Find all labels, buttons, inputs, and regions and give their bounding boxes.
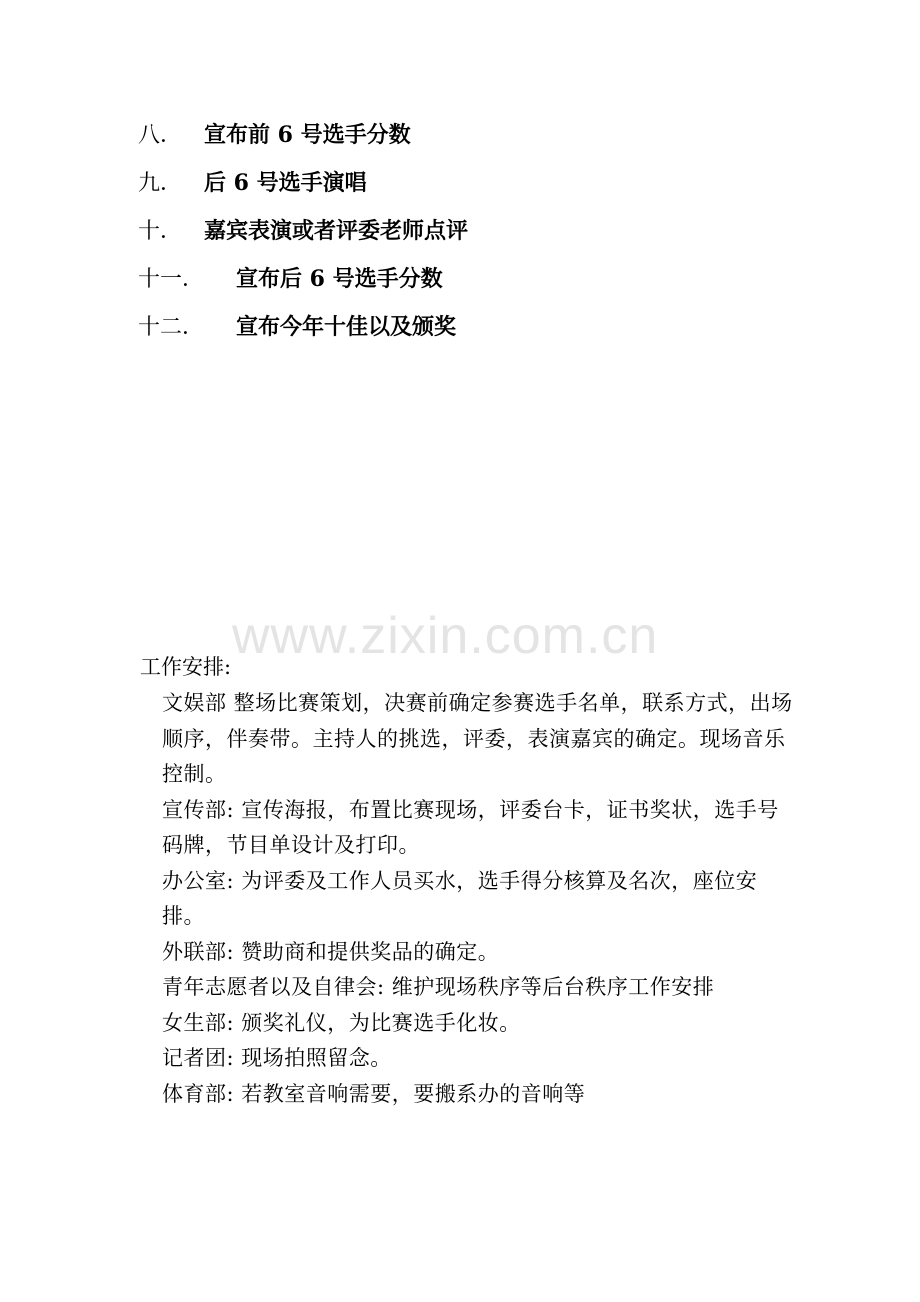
step-number: 十一． xyxy=(138,267,205,292)
program-step xyxy=(138,214,838,262)
program-steps xyxy=(138,118,838,358)
watermark: www.zixin.com.cn xyxy=(232,607,659,665)
program-step xyxy=(138,118,838,166)
work-item: 外联部: 赞助商和提供奖品的确定。 xyxy=(162,939,500,964)
work-item: 青年志愿者以及自律会: 维护现场秩序等后台秩序工作安排 xyxy=(162,975,715,999)
work-item: 女生部: 颁奖礼仪，为比赛选手化妆。 xyxy=(162,1010,521,1035)
step-number: 十． xyxy=(138,219,183,244)
work-arrangement-section xyxy=(140,650,800,1112)
program-step xyxy=(138,262,838,310)
step-text: 宣布今年十佳以及颁奖 xyxy=(236,314,457,340)
work-item: 办公室: 为评委及工作人员买水，选手得分核算及名次，座位安排。 xyxy=(162,868,758,928)
work-item: 宣传部: 宣传海报，布置比赛现场，评委台卡，证书奖状，选手号码牌，节目单设计及打印。 xyxy=(162,797,779,857)
step-number: 十二． xyxy=(138,315,205,340)
work-item: 文娱部 整场比赛策划，决赛前确定参赛选手名单，联系方式，出场顺序，伴奏带。主持人的挑选，评委，表演嘉宾的确定。现场音乐控制。 xyxy=(162,691,793,786)
step-text: 嘉宾表演或者评委老师点评 xyxy=(204,218,469,244)
step-text: 宣布前 6 号选手分数 xyxy=(204,122,411,148)
section-heading: 工作安排: xyxy=(140,655,232,679)
step-text: 宣布后 6 号选手分数 xyxy=(236,266,443,292)
work-item: 体育部: 若教室音响需要，要搬系办的音响等 xyxy=(162,1081,586,1106)
program-step xyxy=(138,310,838,358)
step-number: 八． xyxy=(138,123,183,148)
work-item: 记者团: 现场拍照留念。 xyxy=(162,1046,392,1070)
step-number: 九． xyxy=(138,171,183,196)
program-step xyxy=(138,166,838,214)
step-text: 后 6 号选手演唱 xyxy=(204,170,367,196)
work-items xyxy=(140,686,800,1112)
